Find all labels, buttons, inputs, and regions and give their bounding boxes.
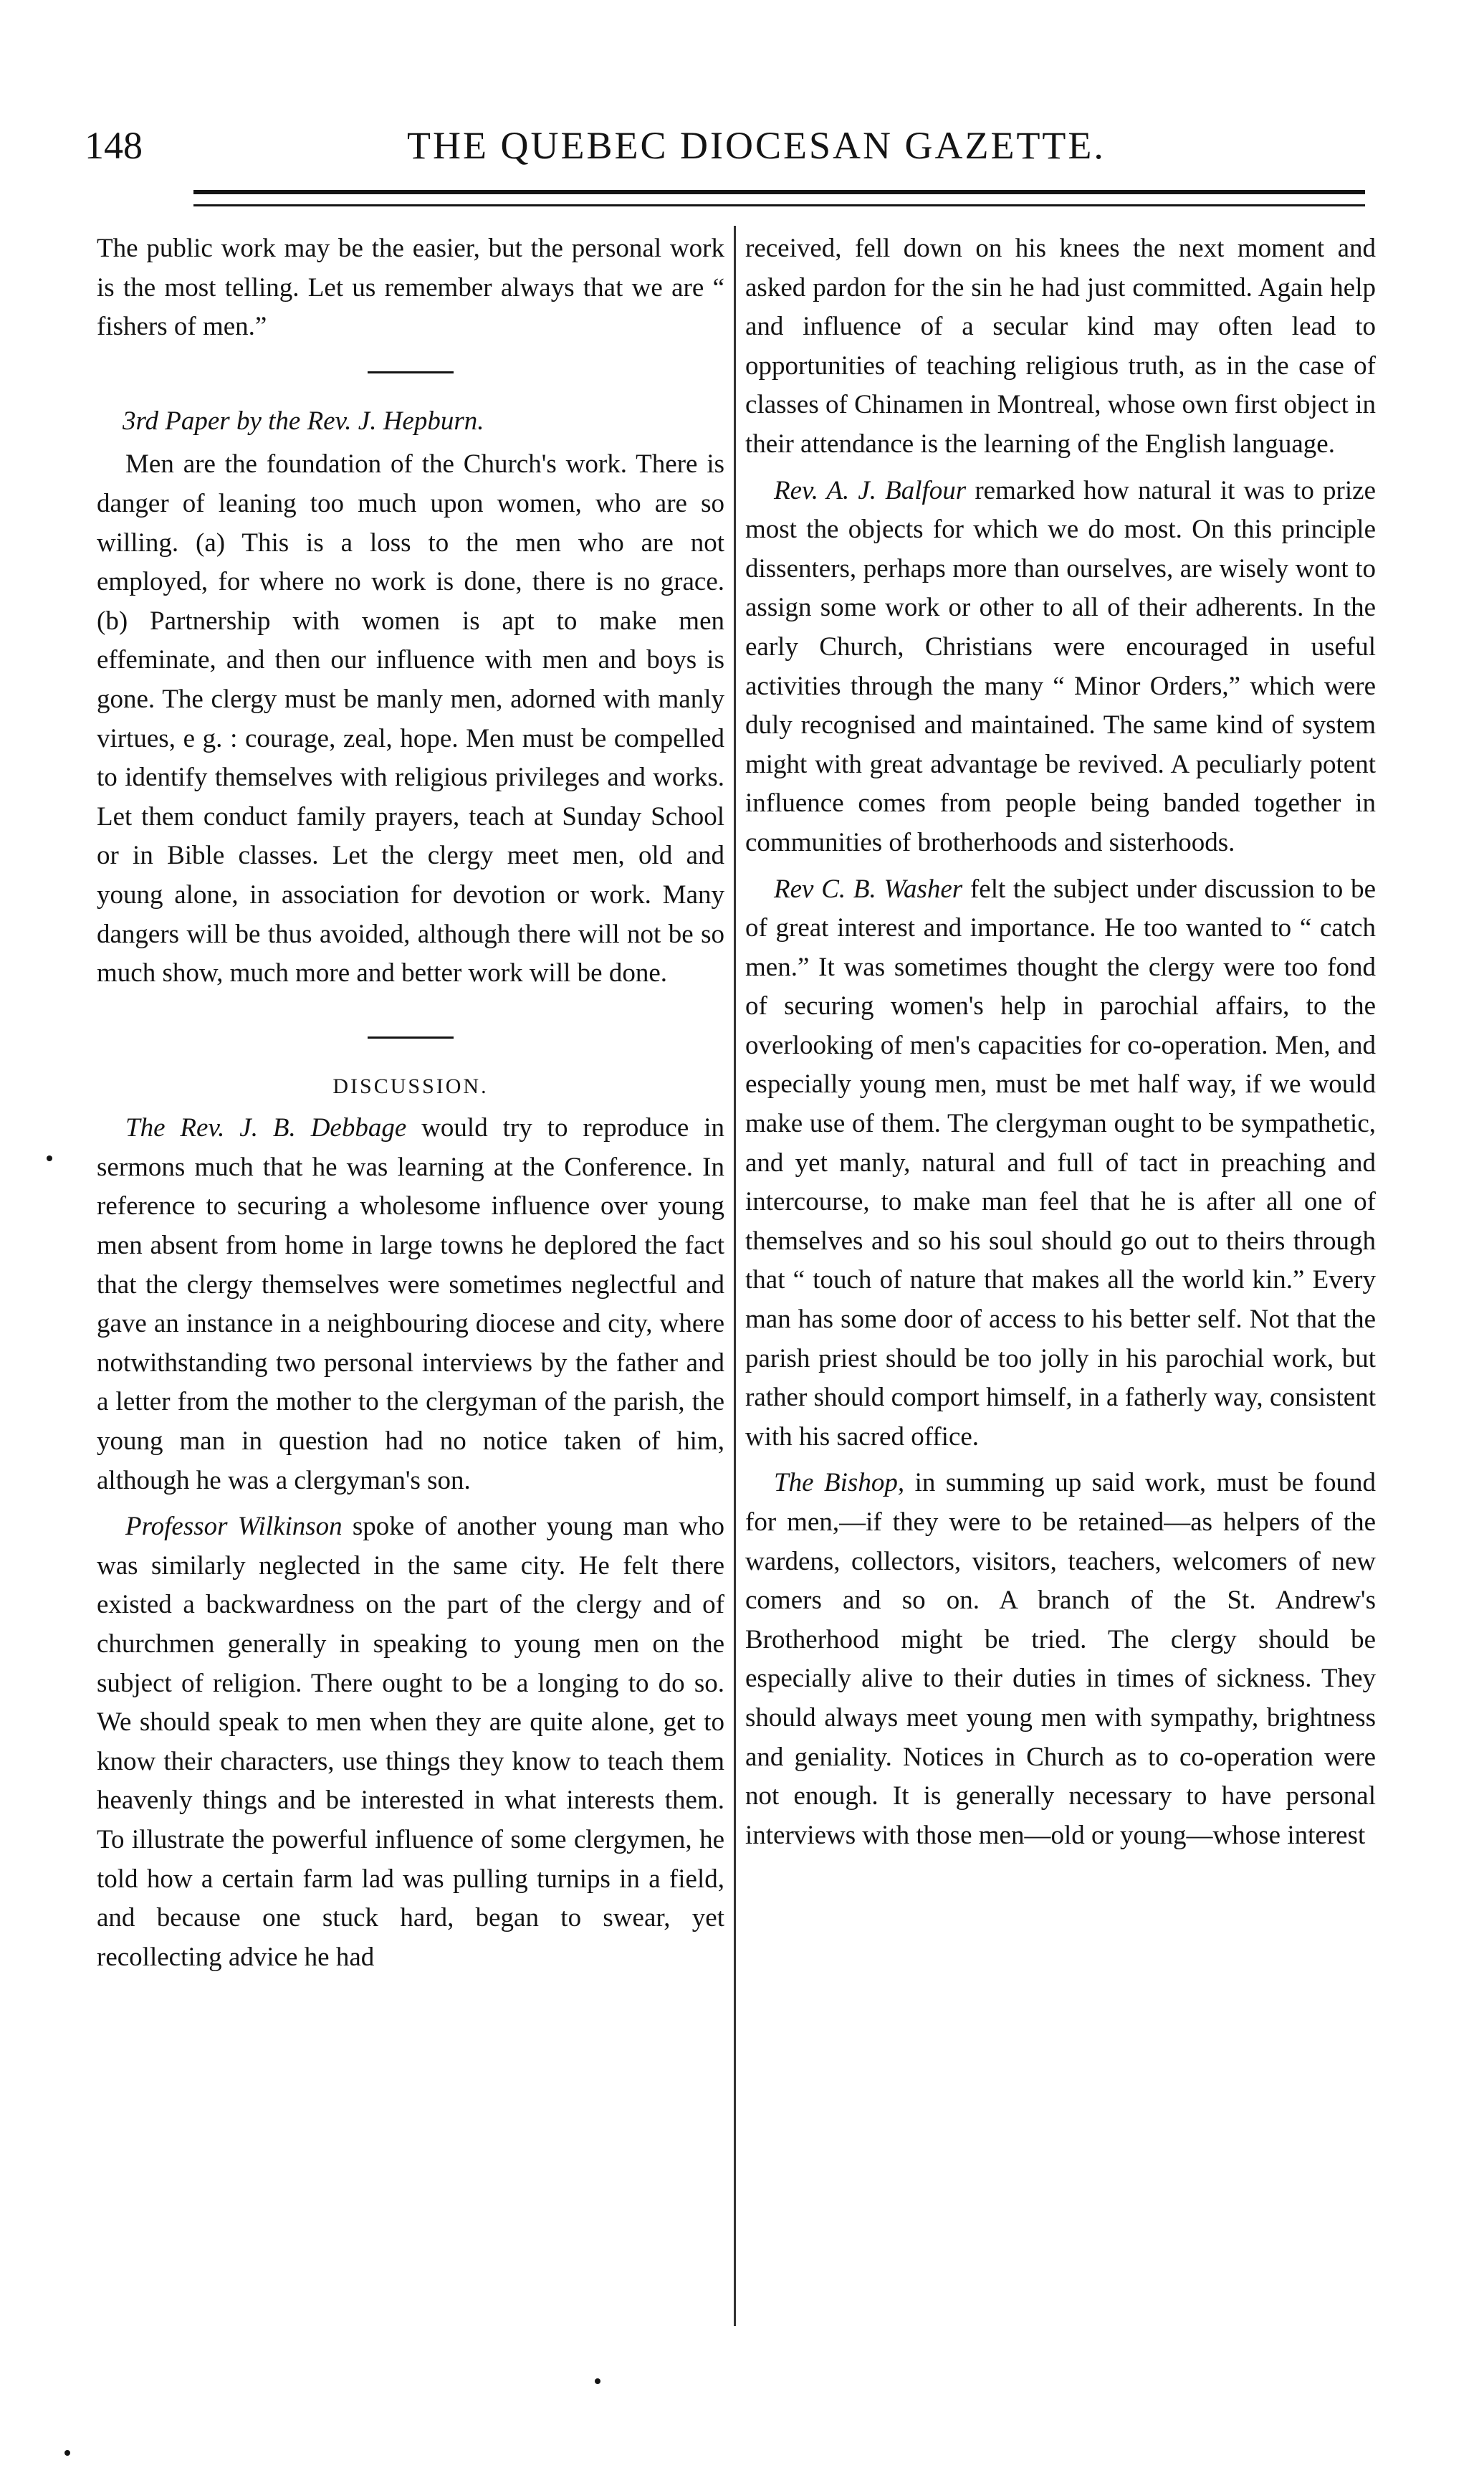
hepburn-paper-text: Men are the foundation of the Church's work. There is danger of leaning too much upon women, who are so willing. (a) This is a loss to the men who are not employed, for where no work is done, there is no grace. (b) Partnership with women is apt to make men effeminate, and then our influence with men and boys is gone. The clergy must be manly men, adorned with manly virtues, e g. : courage, zeal, hope. Men must be compelled to identify themselves with religious privileges and works. Let them conduct family prayers, teach at Sunday School or in Bible classes. Let the clergy meet men, old and young alone, in association for devotion or work. Many dangers will be thus avoided, although there will not be so much show, much more and better work will be done. <box>97 449 724 988</box>
paper-heading: 3rd Paper by the Rev. J. Hepburn. <box>123 406 484 436</box>
left-paragraph-intro: The public work may be the easier, but the personal work is the most telling. Let us remember always that we are “ fishers of men.” <box>97 234 724 342</box>
wilkinson-paragraph <box>97 1507 724 1977</box>
debbage-paragraph <box>97 1109 724 1500</box>
column-divider <box>734 226 736 2326</box>
print-speck <box>64 2450 70 2456</box>
page-header <box>85 123 1374 173</box>
balfour-paragraph <box>745 472 1376 863</box>
header-rule-thick <box>193 190 1365 194</box>
speaker-name: Rev. A. J. Balfour <box>774 475 967 505</box>
print-speck <box>595 2378 600 2384</box>
speaker-name: The Rev. J. B. Debbage <box>125 1113 407 1143</box>
paragraph-text: would try to reproduce in sermons much that he was learning at the Conference. In reference to securing a wholesome influence over young men absent from home in large towns he deplored the fact that the clergy themselves were sometimes neglectful and gave an instance in a neighbouring diocese and city, where notwithstanding two personal interviews by the father and a letter from the mother to the clergyman of the parish, the young man in question had no notice taken of him, although he was a clergyman's son. <box>97 1113 724 1495</box>
right-column <box>745 229 1376 1862</box>
paragraph-text: felt the subject under discussion to be of great interest and importance. He too wanted to “ catch men.” It was sometimes thought the clergy were too fond of securing women's help in parochial affairs, to the overlooking of men's capacities for co-operation. Men, and especially young men, must be met half way, if we would make use of them. The clergyman ought to be sympathetic, and yet manly, natural and full of tact in preaching and intercourse, to make man feel that he is after all one of themselves and so his soul should go out to theirs through that “ touch of nature that makes all the world kin.” Every man has some door of access to his better self. Not that the parish priest should be too jolly in his parochial work, but rather should comport himself, in a fatherly way, consistent with his sacred office. <box>745 874 1377 1452</box>
speaker-name: Professor Wilkinson <box>125 1512 343 1542</box>
discussion-heading: DISCUSSION. <box>332 1074 489 1098</box>
paragraph-text: spoke of another young man who was similarly neglected in the same city. He felt there existed a backwardness on the part of the clergy and of churchmen generally in speaking to young men on the subject of religion. There ought to be a longing to do so. We should speak to men when they are quite alone, get to know their characters, use things they know to teach them heavenly things and be interested in what interests them. To illustrate the powerful influence of some clergymen, he told how a certain farm lad was pulling turnips in a field, and because one stuck hard, began to swear, yet recollecting advice he had <box>97 1512 724 1972</box>
page-number: 148 <box>85 124 143 167</box>
header-rule-thin <box>193 204 1365 206</box>
print-speck <box>47 1155 52 1161</box>
right-paragraph-continued: received, fell down on his knees the next moment and asked pardon for the sin he had just committed. Again help and influence of a secular kind may often lead to opportunities of teaching religious truth, as in the case of classes of Chinamen in Montreal, whose own first object in their attendance is the learning of the English language. <box>745 234 1376 459</box>
speaker-name: The Bishop, <box>774 1468 905 1498</box>
paragraph-text: remarked how natural it was to prize most the objects for which we do most. On this principle dissenters, perhaps more than ourselves, are wisely wont to assign some work or other to all of their adherents. In the early Church, Christians were encouraged in useful activities through the many “ Minor Orders,” which were duly recognised and maintained. The same kind of system might with great advantage be revived. A peculiarly potent influence comes from people being banded together in communities of brotherhoods and sisterhoods. <box>745 475 1376 857</box>
section-separator <box>368 1036 454 1039</box>
section-separator <box>368 371 454 373</box>
speaker-name: Rev C. B. Washer <box>774 874 963 904</box>
left-column <box>97 229 724 1984</box>
washer-paragraph <box>745 870 1376 1457</box>
gazette-title: THE QUEBEC DIOCESAN GAZETTE. <box>407 124 1106 167</box>
paragraph-text: in summing up said work, must be found for men,—if they were to be retained—as helpers of the wardens, collectors, visitors, teachers, welcomers of new comers and so on. A branch of the St. Andrew's Brotherhood might be tried. The clergy should be especially alive to their duties in times of sickness. They should always meet young men with sympathy, brightness and geniality. Notices in Church as to co-operation were not enough. It is generally necessary to have personal interviews with those men—old or young—whose interest <box>745 1468 1376 1850</box>
bishop-paragraph <box>745 1464 1376 1855</box>
